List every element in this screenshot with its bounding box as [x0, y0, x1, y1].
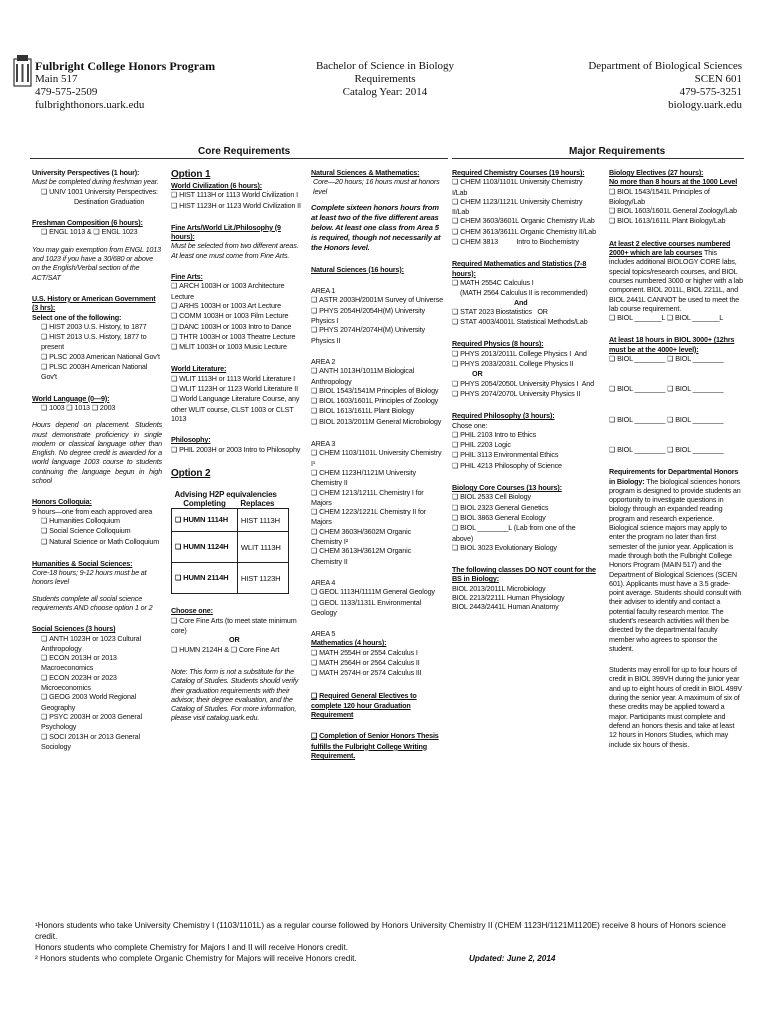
blank-row: ❑ BIOL ________ ❑ BIOL ________: [609, 415, 743, 425]
honors-program-phone: 479-575-2509: [35, 86, 98, 98]
not-counted-item: BIOL 2013/2011L Microbiology: [452, 583, 546, 593]
arts-item: ❑ MLIT 1003H or 1003 Music Lecture: [171, 342, 303, 352]
fine-arts-wlit-title: Fine Arts/World Lit./Philosophy (9 hours):: [171, 222, 281, 242]
area-3-heading: AREA 3: [311, 439, 336, 449]
wciv-item: ❑ HIST 1113H or 1113 World Civilization I: [171, 190, 303, 200]
area-item: ❑ ANTH 1013H/1011M Biological Anthropology: [311, 366, 443, 386]
h2p-col-header: Completing: [183, 499, 226, 509]
area-item: ❑ MATH 2574H or 2574 Calculus III: [311, 668, 443, 678]
option-1-heading: Option 1: [171, 169, 211, 180]
table-row: [172, 563, 289, 594]
hss-title: Humanities & Social Sciences:: [32, 558, 133, 568]
degree-title: Bachelor of Science in Biology: [315, 60, 455, 72]
thesis-req: ❑ Completion of Senior Honors Thesis fulfills the Fulbright College Writing Requirement.: [311, 731, 443, 760]
colloquia-item: ❑ Social Science Colloquium: [32, 526, 162, 536]
ush-item: ❑ HIST 2003 U.S. History, to 1877: [32, 322, 162, 332]
core-divider: [30, 158, 448, 159]
area-item: ❑ CHEM 3603H/3602M Organic Chemistry I²: [311, 527, 443, 547]
hss-note-2: Students complete all social science requirements AND choose option 1 or 2: [32, 593, 153, 612]
phil-item: ❑ PHIL 3113 Environmental Ethics: [452, 450, 598, 460]
column-major-1: [452, 168, 598, 612]
area-item: ❑ CHEM 1123H/1121M University Chemistry II: [311, 468, 443, 488]
chem-item: ❑ CHEM 3813 Intro to Biochemistry: [452, 237, 598, 247]
h2p-col-header: Replaces: [240, 499, 275, 509]
wciv-item: ❑ HIST 1123H or 1123 World Civilization II: [171, 201, 303, 211]
ss-item: ❑ ECON 2023H or 2023 Microeconomics: [32, 673, 162, 693]
comp-item: ❑ ENGL 1013 & ❑ ENGL 1023: [32, 227, 162, 237]
choose-or: OR: [229, 635, 240, 645]
math-title: Mathematics (4 hours):: [311, 638, 387, 648]
catalog-note: Note: This form is not a substitute for the Catalog of Studies. Students should verify their graduation requirements with their advisor, their degree evaluation, and the Catalog of Studies. For more information, please visit catalog.uark.edu.: [171, 666, 299, 723]
philosophy-item: ❑ PHIL 2003H or 2003 Intro to Philosophy: [171, 445, 303, 455]
area-item: ❑ CHEM 1213/1211L Chemistry I for Majors: [311, 488, 443, 508]
h2p-table: [171, 490, 289, 595]
wlit-title: World Literature:: [171, 364, 227, 374]
footnotes: [35, 920, 745, 964]
univ-note: Must be completed during freshman year.: [32, 177, 159, 187]
honors-text: The biological sciences honors program is designed to provide students an opportunity to investigate questions in biology through an expanded reading program and research experience. Biological science majors may apply to enter the program no later than first semester of the junior year. Application is made through both the Fulbright College Honors Program (MAIN 517) and the Department of Biological Sciences (SCEN 601). Applicants must have a 3.5 grade-point average. Students should consult with their adviser to identify and contact a potential faculty research mentor. The student's research activities will then be directed by the departmental faculty member who agrees to sponsor the student.: [609, 476, 742, 653]
colloquia-item: ❑ Humanities Colloquium: [32, 516, 162, 526]
column-core-3: [311, 168, 443, 760]
chem-title: Required Chemistry Courses (19 hours):: [452, 168, 585, 177]
wlit-item: ❑ WLIT 1123H or 1123 World Literature II: [171, 384, 303, 394]
lang-note: Hours depend on placement. Students must demonstrate proficiency in single modern or classical language other than English. No degree credit is awarded for a world language 1003 course to students continuing the language begun in high school: [32, 420, 162, 486]
not-counted-title: The following classes DO NOT count for the BS in Biology:: [452, 565, 596, 584]
degree-header: [285, 60, 485, 99]
catalog-year: Catalog Year: 2014: [342, 86, 428, 98]
lab-requirement: [609, 239, 743, 313]
physics-item: ❑ PHYS 2054/2050L University Physics I And: [452, 379, 598, 389]
updated-date: Updated: June 2, 2014: [468, 954, 556, 963]
physics-or: OR: [472, 369, 483, 379]
university-seal-logo: [13, 55, 32, 87]
bio-electives-sub: No more than 8 hours at the 1000 Level: [609, 177, 738, 187]
enroll-text: Students may enroll for up to four hours of credit in BIOL 399VH during the junior year and up to eight hours of credit in BIOL 499V during the senior year. A maximum of six of these credits may be applied toward a major. Participants must complete and defend an honors thesis and take at least 12 hours in Honors Studies, which may include six hours of thesis.: [609, 665, 742, 749]
major-requirements-heading: Major Requirements: [569, 146, 666, 157]
blank-row: ❑ BIOL ________ ❑ BIOL ________: [609, 445, 743, 455]
general-electives-req: ❑ Required General Electives to complete 120 hour Graduation Requirement: [311, 691, 443, 720]
ss-item: ❑ PSYC 2003H or 2003 General Psychology: [32, 712, 162, 732]
area-item: ❑ CHEM 3613H/3612M Organic Chemistry II: [311, 546, 443, 566]
core-item: ❑ BIOL 2323 General Genetics: [452, 503, 598, 513]
ush-title: U.S. History or American Government (3 hrs):: [32, 293, 156, 313]
choose-item: ❑ Core Fine Arts (to meet state minimum core): [171, 616, 303, 636]
lang-title: World Language (0—9):: [32, 393, 110, 403]
choose-item: ❑ HUMN 2124H & ❑ Core Fine Art: [171, 645, 303, 655]
honors-program-room: Main 517: [35, 73, 78, 85]
elective-item: ❑ BIOL 1613/1611L Plant Biology/Lab: [609, 216, 743, 226]
arts-item: ❑ ARCH 1003H or 1003 Architecture Lecture: [171, 281, 303, 301]
philosophy-req-title: Required Philosophy (3 hours):: [452, 411, 555, 421]
honors-program-email: fulbrighthonors.uark.edu: [35, 99, 145, 111]
univ-item: ❑ UNIV 1001 University Perspectives:: [32, 187, 162, 197]
wlit-item: ❑ WLIT 1113H or 1113 World Literature I: [171, 374, 303, 384]
math-stat-title: Required Mathematics and Statistics (7-8 hours):: [452, 259, 587, 278]
department-email: biology.uark.edu: [668, 99, 742, 111]
core-requirements-heading: Core Requirements: [198, 146, 291, 157]
h2p-completing: ❑ HUMN 1124H: [172, 532, 238, 563]
area-item: ❑ PHYS 2054H/2054H(M) University Physics I: [311, 306, 443, 326]
area-item: ❑ PHYS 2074H/2074H(M) University Physics II: [311, 325, 443, 345]
phil-item: ❑ PHIL 4213 Philosophy of Science: [452, 461, 598, 471]
natsci-16-title: Natural Sciences (16 hours):: [311, 264, 404, 274]
area-2-heading: AREA 2: [311, 356, 336, 366]
footnote-2: ² Honors students who complete Organic Chemistry for Majors will receive Honors credit.: [35, 954, 357, 963]
departmental-honors: [609, 467, 743, 653]
chem-item: ❑ CHEM 3603/3601L Organic Chemistry I/Lab: [452, 216, 598, 226]
ss-item: ❑ GEOG 2003 World Regional Geography: [32, 692, 162, 712]
wciv-title: World Civilization (6 hours):: [171, 181, 262, 190]
h2p-completing: ❑ HUMN 2114H: [172, 563, 238, 594]
footnote-1b: Honors students who complete Chemistry for Majors I and II will receive Honors credit.: [35, 943, 349, 952]
univ-title: University Perspectives (1 hour):: [32, 168, 140, 177]
footnote-1: ¹Honors students who take University Chemistry I (1103/1101L) as a regular course followed by Honors University Chemistry II (CHEM 1123H/1121M1120E) receive 8 hours of Honors science credit.: [35, 921, 726, 941]
department-title: Department of Biological Sciences: [588, 60, 742, 72]
math-item: ❑ STAT 2023 Biostatistics OR: [452, 307, 598, 317]
lab-blanks: ❑ BIOL _______L ❑ BIOL _______L: [609, 313, 743, 323]
physics-item: ❑ PHYS 2074/2070L University Physics II: [452, 389, 598, 399]
area-4-heading: AREA 4: [311, 577, 336, 587]
area-item: ❑ BIOL 1613/1611L Plant Biology: [311, 406, 443, 416]
area-item: ❑ BIOL 2013/2011M General Microbiology: [311, 417, 443, 427]
area-1-heading: AREA 1: [311, 286, 336, 296]
area-item: ❑ GEOL 1133/1131L Environmental Geology: [311, 598, 443, 618]
upper-level-title: At least 18 hours in BIOL 3000+ (12hrs must be at the 4000+ level):: [609, 335, 735, 354]
colloquia-sub: 9 hours—one from each approved area: [32, 506, 153, 516]
area-item: ❑ MATH 2554H or 2554 Calculus I: [311, 648, 443, 658]
department-room: SCEN 601: [694, 73, 742, 85]
natsci-title: Natural Sciences & Mathematics:: [311, 168, 420, 177]
comp-title: Freshman Composition (6 hours):: [32, 218, 143, 228]
not-counted-item: BIOL 2443/2441L Human Anatomy: [452, 602, 559, 612]
major-divider: [452, 158, 744, 159]
colloquia-title: Honors Colloquia:: [32, 497, 92, 507]
lang-items: ❑ 1003 ❑ 1013 ❑ 2003: [32, 403, 162, 413]
core-item: ❑ BIOL ________L (Lab from one of the above): [452, 523, 598, 543]
chem-item: ❑ CHEM 3613/3611L Organic Chemistry II/Lab: [452, 227, 598, 237]
social-sciences-title: Social Sciences (3 hours): [32, 624, 116, 634]
math-and: And: [514, 297, 528, 307]
core-item: ❑ BIOL 3863 General Ecology: [452, 513, 598, 523]
arts-item: ❑ ARHS 1003H or 1003 Art Lecture: [171, 301, 303, 311]
math-item: ❑ STAT 4003/4001L Statistical Methods/Lab: [452, 317, 598, 327]
arts-item: ❑ COMM 1003H or 1003 Film Lecture: [171, 311, 303, 321]
ss-item: ❑ SOCI 2013H or 2013 General Sociology: [32, 732, 162, 752]
colloquia-item: ❑ Natural Science or Math Colloquium: [32, 537, 162, 547]
core-item: ❑ BIOL 2533 Cell Biology: [452, 492, 598, 502]
phil-item: ❑ PHIL 2203 Logic: [452, 440, 598, 450]
honors-program-title: Fulbright College Honors Program: [35, 59, 216, 73]
natsci-instructions: Complete sixteen honors hours from at least two of the five different areas below. At least one class from Area 5 is required, though not necessarily at the Honors level.: [311, 202, 441, 252]
core-item: ❑ BIOL 3023 Evolutionary Biology: [452, 543, 598, 553]
column-major-2: [609, 168, 743, 749]
area-item: ❑ GEOL 1113H/1111M General Geology: [311, 587, 443, 597]
honors-title: Requirements for Departmental Honors in Biology:: [609, 467, 739, 486]
blank-row: ❑ BIOL ________ ❑ BIOL ________: [609, 354, 743, 364]
ush-item: ❑ PLSC 2003H American National Gov't: [32, 362, 162, 382]
univ-item-cont: Destination Graduation: [74, 196, 145, 206]
ush-sub: Select one of the following:: [32, 312, 122, 322]
area-item: ❑ BIOL 1543/1541M Principles of Biology: [311, 386, 443, 396]
table-row: [172, 509, 289, 532]
area-5-heading: AREA 5: [311, 629, 336, 639]
arts-item: ❑ DANC 1003H or 1003 Intro to Dance: [171, 322, 303, 332]
h2p-replaces: HIST 1113H: [237, 509, 288, 532]
bio-electives-title: Biology Electives (27 hours):: [609, 168, 704, 177]
philosophy-req-sub: Chose one:: [452, 420, 488, 430]
hss-note: Core-18 hours; 9-12 hours must be at honors level: [32, 568, 147, 587]
chem-item: ❑ CHEM 1123/1121L University Chemistry II/Lab: [452, 197, 598, 217]
area-item: ❑ CHEM 1223/1221L Chemistry II for Majors: [311, 507, 443, 527]
option-2-heading: Option 2: [171, 467, 211, 479]
h2p-completing: ❑ HUMN 1114H: [172, 509, 238, 532]
phil-item: ❑ PHIL 2103 Intro to Ethics: [452, 430, 598, 440]
area-item: ❑ MATH 2564H or 2564 Calculus II: [311, 658, 443, 668]
ush-item: ❑ HIST 2013 U.S. History, 1877 to present: [32, 332, 162, 352]
lab-req-text: This includes additional BIOLOGY CORE labs, special topics/research courses, and BIOL courses numbered 3000 or higher with a lab component. BIOL 2011L, BIOL 2211L, and BIOL 2441L CANNOT be used to meet the lab course requirement.: [609, 248, 743, 313]
comp-note: You may gain exemption from ENGL 1013 and 1023 if you have a 30/680 or above on the English/Verbal section of the ACT/SAT: [32, 244, 161, 282]
degree-subtitle: Requirements: [354, 73, 416, 85]
column-core-1: [32, 168, 162, 751]
area-item: ❑ CHEM 1103/1101L University Chemistry I¹: [311, 448, 443, 468]
ss-item: ❑ ECON 2013H or 2013 Macroeconomics: [32, 653, 162, 673]
fine-arts-note: Must be selected from two different areas. At least one must come from Fine Arts.: [171, 241, 299, 260]
h2p-replaces: HIST 1123H: [237, 563, 288, 594]
h2p-table-title: Advising H2P equivalencies: [174, 489, 277, 499]
physics-title: Required Physics (8 hours):: [452, 339, 544, 349]
area-item: ❑ ASTR 2003H/2001M Survey of Universe: [311, 295, 443, 305]
elective-item: ❑ BIOL 1543/1541L Principles of Biology/Lab: [609, 187, 743, 207]
math-recommend: (MATH 2564 Calculus II is recommended): [460, 288, 588, 298]
department-phone: 479-575-3251: [679, 86, 742, 98]
table-row: [172, 532, 289, 563]
wlit-item: ❑ World Language Literature Course, any other WLIT course, CLST 1003 or CLST 1013: [171, 394, 303, 423]
area-item: ❑ BIOL 1603/1601L Principles of Zoology: [311, 396, 443, 406]
physics-item: ❑ PHYS 2033/2031L College Physics II: [452, 359, 598, 369]
h2p-replaces: WLIT 1113H: [237, 532, 288, 563]
philosophy-title: Philosophy:: [171, 435, 211, 445]
ush-item: ❑ PLSC 2003 American National Gov't: [32, 352, 162, 362]
blank-row: ❑ BIOL ________ ❑ BIOL ________: [609, 384, 743, 394]
bio-core-title: Biology Core Courses (13 hours):: [452, 483, 562, 493]
column-core-2: [171, 168, 303, 723]
choose-one-title: Choose one:: [171, 606, 213, 616]
footnote-2-line: [35, 953, 745, 964]
department-contact: [588, 60, 742, 112]
arts-item: ❑ THTR 1003H or 1003 Theatre Lecture: [171, 332, 303, 342]
elective-item: ❑ BIOL 1603/1601L General Zoology/Lab: [609, 206, 743, 216]
math-item: ❑ MATH 2554C Calculus I: [452, 278, 598, 288]
physics-item: ❑ PHYS 2013/2011L College Physics I And: [452, 349, 598, 359]
fine-arts-title: Fine Arts:: [171, 272, 203, 282]
not-counted-item: BIOL 2213/2211L Human Physiology: [452, 592, 565, 602]
natsci-note: Core—20 hours; 16 hours must at honors level: [313, 177, 440, 196]
chem-item: ❑ CHEM 1103/1101L University Chemistry I/Lab: [452, 177, 598, 197]
lab-req-title: At least 2 elective courses numbered 2000+ which are lab courses: [609, 238, 731, 258]
ss-item: ❑ ANTH 1023H or 1023 Cultural Anthropology: [32, 634, 162, 654]
honors-program-contact: [35, 60, 215, 112]
